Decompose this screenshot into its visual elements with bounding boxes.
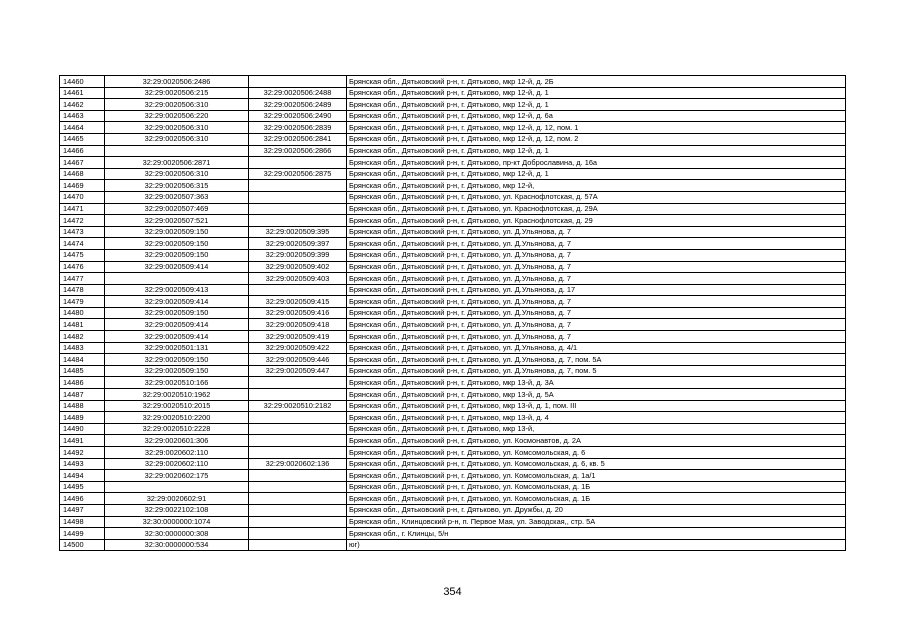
address-cell: Брянская обл., Дятьковский р-н, г. Дятьково, мкр 13-й, д. 3А [347,377,846,389]
row-number-cell: 14480 [60,307,105,319]
row-number-cell: 14490 [60,423,105,435]
row-number-cell: 14461 [60,87,105,99]
object-number-cell [249,284,347,296]
table-row [60,168,846,180]
address-cell: Брянская обл., Дятьковский р-н, г. Дятьково, мкр 12-й, д. 6а [347,110,846,122]
address-cell: Брянская обл., Дятьковский р-н, г. Дятьково, ул. Д.Ульянова, д. 7 [347,226,846,238]
row-number-cell: 14491 [60,435,105,447]
address-cell: Брянская обл., Клинцовский р-н, п. Первое Мая, ул. Заводская,, стр. 5А [347,516,846,528]
address-cell: Брянская обл., Дятьковский р-н, г. Дятьково, ул. Краснофлотская, д. 29 [347,215,846,227]
parcel-number-cell: 32:29:0020506:310 [105,133,249,145]
table-row [60,249,846,261]
object-number-cell [249,215,347,227]
table-row [60,389,846,401]
parcel-number-cell: 32:29:0020509:414 [105,296,249,308]
table-row [60,122,846,134]
parcel-number-cell: 32:29:0020602:110 [105,458,249,470]
object-number-cell: 32:29:0020509:402 [249,261,347,273]
row-number-cell: 14478 [60,284,105,296]
table-row [60,76,846,88]
row-number-cell: 14477 [60,273,105,285]
address-cell: Брянская обл., Дятьковский р-н, г. Дятьково, ул. Д.Ульянова, д. 7, пом. 5 [347,365,846,377]
parcel-number-cell: 32:29:0020510:2200 [105,412,249,424]
object-number-cell [249,389,347,401]
object-number-cell: 32:29:0020506:2490 [249,110,347,122]
row-number-cell: 14476 [60,261,105,273]
row-number-cell: 14460 [60,76,105,88]
object-number-cell [249,76,347,88]
address-cell: Брянская обл., Дятьковский р-н, г. Дятьково, ул. Комсомольская, д. 1Б [347,493,846,505]
parcel-number-cell: 32:29:0020510:1962 [105,389,249,401]
table-row [60,528,846,540]
address-cell: Брянская обл., Дятьковский р-н, г. Дятьково, мкр 12-й, [347,180,846,192]
parcel-number-cell: 32:29:0020501:131 [105,342,249,354]
table-row [60,87,846,99]
table-row [60,261,846,273]
address-cell: Брянская обл., Дятьковский р-н, г. Дятьково, мкр 12-й, д. 12, пом. 2 [347,133,846,145]
table-row [60,377,846,389]
parcel-number-cell: 32:29:0020506:2486 [105,76,249,88]
row-number-cell: 14500 [60,539,105,551]
parcel-number-cell: 32:29:0020510:2228 [105,423,249,435]
table-row [60,157,846,169]
address-cell: Брянская обл., Дятьковский р-н, г. Дятьково, ул. Д.Ульянова, д. 7 [347,273,846,285]
parcel-number-cell: 32:29:0020506:220 [105,110,249,122]
row-number-cell: 14499 [60,528,105,540]
object-number-cell [249,157,347,169]
row-number-cell: 14467 [60,157,105,169]
parcel-number-cell: 32:29:0020509:150 [105,354,249,366]
address-cell: Брянская обл., Дятьковский р-н, г. Дятьково, ул. Космонавтов, д. 2А [347,435,846,447]
object-number-cell [249,447,347,459]
object-number-cell [249,180,347,192]
row-number-cell: 14494 [60,470,105,482]
table-row [60,342,846,354]
address-cell: Брянская обл., Дятьковский р-н, г. Дятьково, мкр 12-й, д. 1 [347,145,846,157]
address-cell: Брянская обл., Дятьковский р-н, г. Дятьково, мкр 12-й, д. 12, пом. 1 [347,122,846,134]
object-number-cell [249,191,347,203]
address-cell: Брянская обл., Дятьковский р-н, г. Дятьково, мкр 12-й, д. 2Б [347,76,846,88]
table-row [60,273,846,285]
parcel-number-cell: 32:29:0020602:110 [105,447,249,459]
row-number-cell: 14472 [60,215,105,227]
address-cell: Брянская обл., Дятьковский р-н, г. Дятьково, мкр 13-й, д. 1, пом. III [347,400,846,412]
address-cell: Брянская обл., Дятьковский р-н, г. Дятьково, пр-кт Доброславина, д. 16а [347,157,846,169]
object-number-cell: 32:29:0020506:2488 [249,87,347,99]
table-row [60,365,846,377]
address-cell: Брянская обл., Дятьковский р-н, г. Дятьково, ул. Д.Ульянова, д. 7 [347,238,846,250]
table-row [60,284,846,296]
object-number-cell: 32:29:0020509:395 [249,226,347,238]
object-number-cell: 32:29:0020509:403 [249,273,347,285]
table-row [60,504,846,516]
row-number-cell: 14498 [60,516,105,528]
parcel-number-cell: 32:29:0020601:306 [105,435,249,447]
parcel-number-cell: 32:29:0020509:414 [105,261,249,273]
table-row [60,307,846,319]
parcel-number-cell: 32:29:0020510:2015 [105,400,249,412]
row-number-cell: 14488 [60,400,105,412]
address-cell: Брянская обл., Дятьковский р-н, г. Дятьково, ул. Краснофлотская, д. 57А [347,191,846,203]
row-number-cell: 14462 [60,99,105,111]
table-row [60,470,846,482]
parcel-number-cell: 32:30:0000000:1074 [105,516,249,528]
table-row [60,435,846,447]
object-number-cell: 32:29:0020506:2841 [249,133,347,145]
object-number-cell: 32:29:0020602:136 [249,458,347,470]
object-number-cell [249,516,347,528]
object-number-cell: 32:29:0020510:2182 [249,400,347,412]
object-number-cell: 32:29:0020506:2875 [249,168,347,180]
table-row [60,296,846,308]
row-number-cell: 14485 [60,365,105,377]
row-number-cell: 14469 [60,180,105,192]
parcel-number-cell: 32:29:0020509:150 [105,365,249,377]
address-cell: Брянская обл., Дятьковский р-н, г. Дятьково, ул. Д.Ульянова, д. 7 [347,319,846,331]
object-number-cell: 32:29:0020509:397 [249,238,347,250]
table-row [60,447,846,459]
table-row [60,516,846,528]
address-cell: Брянская обл., Дятьковский р-н, г. Дятьково, мкр 13-й, [347,423,846,435]
address-cell: Брянская обл., Дятьковский р-н, г. Дятьково, ул. Д.Ульянова, д. 7 [347,307,846,319]
row-number-cell: 14463 [60,110,105,122]
parcel-number-cell: 32:29:0020506:2871 [105,157,249,169]
address-cell: Брянская обл., Дятьковский р-н, г. Дятьково, ул. Комсомольская, д. 1Б [347,481,846,493]
page-number: 354 [443,586,462,598]
row-number-cell: 14482 [60,331,105,343]
object-number-cell: 32:29:0020509:415 [249,296,347,308]
address-cell: Брянская обл., г. Клинцы, 5/н [347,528,846,540]
address-cell: Брянская обл., Дятьковский р-н, г. Дятьково, ул. Д.Ульянова, д. 7 [347,261,846,273]
table-row [60,354,846,366]
parcel-number-cell: 32:29:0020507:363 [105,191,249,203]
address-cell: Брянская обл., Дятьковский р-н, г. Дятьково, ул. Дружбы, д. 20 [347,504,846,516]
parcel-number-cell: 32:29:0020506:315 [105,180,249,192]
table-row [60,133,846,145]
object-number-cell: 32:29:0020509:418 [249,319,347,331]
row-number-cell: 14465 [60,133,105,145]
address-cell: Брянская обл., Дятьковский р-н, г. Дятьково, мкр 13-й, д. 4 [347,412,846,424]
object-number-cell [249,493,347,505]
row-number-cell: 14471 [60,203,105,215]
table-row [60,110,846,122]
cadastral-table [59,75,846,551]
row-number-cell: 14489 [60,412,105,424]
row-number-cell: 14492 [60,447,105,459]
object-number-cell: 32:29:0020509:399 [249,249,347,261]
table-row [60,226,846,238]
table-body [60,76,846,551]
table-row [60,458,846,470]
address-cell: Брянская обл., Дятьковский р-н, г. Дятьково, ул. Д.Ульянова, д. 7 [347,249,846,261]
parcel-number-cell: 32:29:0020509:414 [105,319,249,331]
parcel-number-cell: 32:30:0000000:308 [105,528,249,540]
object-number-cell [249,435,347,447]
row-number-cell: 14483 [60,342,105,354]
parcel-number-cell: 32:29:0020509:150 [105,238,249,250]
row-number-cell: 14473 [60,226,105,238]
table-row [60,203,846,215]
address-cell: Брянская обл., Дятьковский р-н, г. Дятьково, ул. Д.Ульянова, д. 7 [347,331,846,343]
address-cell: Брянская обл., Дятьковский р-н, г. Дятьково, ул. Д.Ульянова, д. 4/1 [347,342,846,354]
object-number-cell: 32:29:0020509:447 [249,365,347,377]
parcel-number-cell: 32:29:0020506:310 [105,122,249,134]
parcel-number-cell: 32:29:0020509:413 [105,284,249,296]
parcel-number-cell: 32:29:0020506:310 [105,168,249,180]
row-number-cell: 14484 [60,354,105,366]
row-number-cell: 14496 [60,493,105,505]
parcel-number-cell: 32:29:0020509:414 [105,331,249,343]
parcel-number-cell: 32:29:0020507:521 [105,215,249,227]
table-row [60,412,846,424]
address-cell: Брянская обл., Дятьковский р-н, г. Дятьково, ул. Д.Ульянова, д. 7 [347,296,846,308]
row-number-cell: 14475 [60,249,105,261]
object-number-cell [249,423,347,435]
address-cell: Брянская обл., Дятьковский р-н, г. Дятьково, ул. Д.Ульянова, д. 7, пом. 5А [347,354,846,366]
address-cell: Брянская обл., Дятьковский р-н, г. Дятьково, мкр 12-й, д. 1 [347,99,846,111]
table-row [60,191,846,203]
object-number-cell [249,504,347,516]
parcel-number-cell: 32:29:0020602:175 [105,470,249,482]
address-cell: Брянская обл., Дятьковский р-н, г. Дятьково, мкр 13-й, д. 5А [347,389,846,401]
parcel-number-cell [105,145,249,157]
parcel-number-cell: 32:29:0020509:150 [105,249,249,261]
object-number-cell: 32:29:0020509:446 [249,354,347,366]
object-number-cell: 32:29:0020506:2866 [249,145,347,157]
parcel-number-cell: 32:29:0020506:310 [105,99,249,111]
object-number-cell [249,377,347,389]
address-cell: Брянская обл., Дятьковский р-н, г. Дятьково, ул. Д.Ульянова, д. 17 [347,284,846,296]
table-row [60,319,846,331]
row-number-cell: 14493 [60,458,105,470]
object-number-cell [249,539,347,551]
parcel-number-cell: 32:29:0020506:215 [105,87,249,99]
table-row [60,238,846,250]
table-row [60,331,846,343]
object-number-cell: 32:29:0020509:419 [249,331,347,343]
row-number-cell: 14481 [60,319,105,331]
parcel-number-cell: 32:29:0022102:108 [105,504,249,516]
table-row [60,539,846,551]
object-number-cell [249,470,347,482]
row-number-cell: 14464 [60,122,105,134]
object-number-cell [249,412,347,424]
address-cell: Брянская обл., Дятьковский р-н, г. Дятьково, ул. Комсомольская, д. 6 [347,447,846,459]
parcel-number-cell: 32:29:0020510:166 [105,377,249,389]
parcel-number-cell: 32:29:0020509:150 [105,307,249,319]
table-row [60,481,846,493]
parcel-number-cell: 32:29:0020507:469 [105,203,249,215]
parcel-number-cell: 32:30:0000000:534 [105,539,249,551]
object-number-cell [249,528,347,540]
table-row [60,423,846,435]
address-cell: Брянская обл., Дятьковский р-н, г. Дятьково, ул. Комсомольская, д. 6, кв. 5 [347,458,846,470]
table-row [60,400,846,412]
object-number-cell: 32:29:0020506:2839 [249,122,347,134]
address-cell: Брянская обл., Дятьковский р-н, г. Дятьково, мкр 12-й, д. 1 [347,168,846,180]
table-row [60,145,846,157]
row-number-cell: 14487 [60,389,105,401]
row-number-cell: 14474 [60,238,105,250]
table-row [60,493,846,505]
parcel-number-cell: 32:29:0020602:91 [105,493,249,505]
row-number-cell: 14466 [60,145,105,157]
object-number-cell: 32:29:0020509:422 [249,342,347,354]
row-number-cell: 14495 [60,481,105,493]
address-cell: Брянская обл., Дятьковский р-н, г. Дятьково, мкр 12-й, д. 1 [347,87,846,99]
table-row [60,99,846,111]
address-cell: Брянская обл., Дятьковский р-н, г. Дятьково, ул. Комсомольская, д. 1а/1 [347,470,846,482]
object-number-cell [249,203,347,215]
row-number-cell: 14486 [60,377,105,389]
address-cell: Брянская обл., Дятьковский р-н, г. Дятьково, ул. Краснофлотская, д. 29А [347,203,846,215]
object-number-cell: 32:29:0020506:2489 [249,99,347,111]
address-cell: юг) [347,539,846,551]
row-number-cell: 14497 [60,504,105,516]
object-number-cell: 32:29:0020509:416 [249,307,347,319]
row-number-cell: 14468 [60,168,105,180]
object-number-cell [249,481,347,493]
row-number-cell: 14470 [60,191,105,203]
parcel-number-cell [105,273,249,285]
table-row [60,180,846,192]
table-row [60,215,846,227]
row-number-cell: 14479 [60,296,105,308]
parcel-number-cell [105,481,249,493]
parcel-number-cell: 32:29:0020509:150 [105,226,249,238]
